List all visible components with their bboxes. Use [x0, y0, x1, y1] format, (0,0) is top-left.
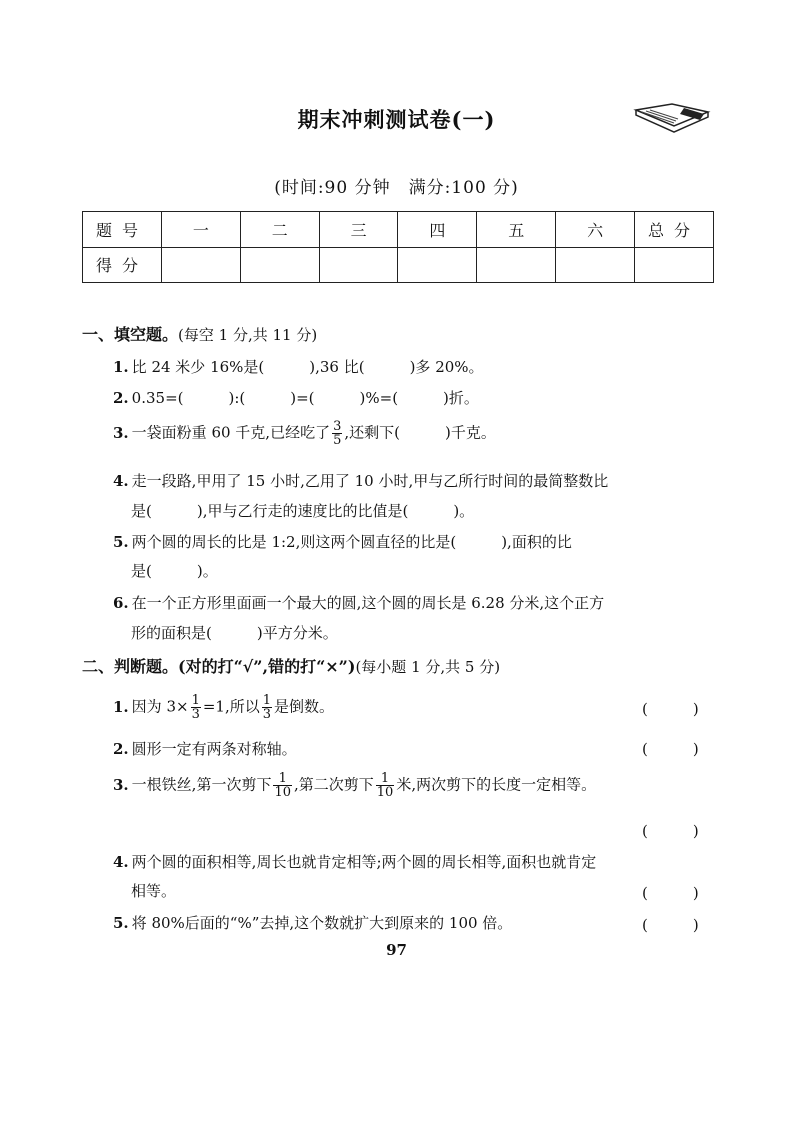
question-text: ,还剩下( )千克。: [344, 423, 496, 442]
section-1-heading: [82, 322, 317, 345]
score-cell[interactable]: [240, 247, 319, 283]
section-1-title: 一、填空题。: [82, 325, 179, 344]
question-text: 0.35=( ):( )=( )%=( )折。: [131, 389, 479, 407]
fill-question-1: [113, 356, 484, 377]
fraction: [376, 772, 395, 799]
section-2-heading: [82, 654, 500, 677]
score-cell[interactable]: [556, 247, 635, 283]
score-cell[interactable]: [398, 247, 477, 283]
score-cell-total[interactable]: [635, 247, 714, 283]
question-text: 将 80%后面的“%”去掉,这个数就扩大到原来的 100 倍。: [131, 914, 513, 932]
fill-question-5-line-2: 是( )。: [131, 562, 218, 580]
fill-question-3: [113, 420, 496, 447]
fraction-numerator: 1: [273, 772, 292, 786]
row-label-question-number: 题号: [83, 212, 162, 248]
row-label-score: 得分: [83, 247, 162, 283]
question-text: 比 24 米少 16%是( ),36 比( )多 20%。: [131, 358, 484, 376]
section-2-note: (每小题 1 分,共 5 分): [355, 658, 501, 676]
question-number: 3.: [113, 423, 129, 442]
question-text: 一根铁丝,第一次剪下: [131, 775, 272, 794]
fraction-numerator: 1: [191, 693, 200, 708]
answer-parentheses[interactable]: ( ): [642, 822, 699, 840]
col-header: 一: [162, 212, 241, 248]
fill-question-6-line-2: 形的面积是( )平方分米。: [131, 624, 338, 642]
question-text: 因为 3×: [131, 697, 189, 716]
fraction: [273, 772, 292, 799]
question-number: 4.: [113, 472, 129, 490]
question-text: 走一段路,甲用了 15 小时,乙用了 10 小时,甲与乙所行时间的最简整数比: [131, 472, 609, 490]
question-text: ,第二次剪下: [294, 775, 374, 794]
col-header: 五: [477, 212, 556, 248]
question-text: 在一个正方形里面画一个最大的圆,这个圆的周长是 6.28 分米,这个正方: [131, 594, 605, 612]
score-table: [82, 211, 714, 283]
fraction-denominator: 10: [274, 785, 291, 800]
fill-question-4: [113, 470, 608, 491]
col-header: 四: [398, 212, 477, 248]
question-text: 两个圆的面积相等,周长也就肯定相等;两个圆的周长相等,面积也就肯定: [131, 853, 597, 871]
exam-time-score: (时间:90 分钟 满分:100 分): [274, 178, 519, 198]
score-cell[interactable]: [477, 247, 556, 283]
question-number: 1.: [113, 697, 129, 716]
fill-question-2: [113, 387, 479, 408]
fraction: [191, 694, 201, 721]
question-text: =1,所以: [202, 697, 260, 716]
question-text: 两个圆的周长的比是 1:2,则这两个圆直径的比是( ),面积的比: [131, 533, 572, 551]
col-header: 六: [556, 212, 635, 248]
question-number: 1.: [113, 358, 129, 376]
judge-question-2: [113, 738, 297, 759]
section-1-note: (每空 1 分,共 11 分): [178, 326, 318, 344]
judge-question-4-line-2: 相等。: [131, 882, 177, 900]
score-cell[interactable]: [162, 247, 241, 283]
fraction-numerator: 1: [262, 693, 272, 708]
fraction-denominator: 5: [333, 433, 342, 448]
col-header: 三: [319, 212, 398, 248]
fill-question-6: [113, 592, 604, 613]
col-header-total: 总分: [635, 212, 714, 248]
col-header: 二: [240, 212, 319, 248]
score-table-score-row: [83, 247, 714, 283]
fraction: [332, 420, 342, 447]
judge-question-1: [113, 694, 334, 721]
question-number: 4.: [113, 853, 129, 871]
answer-parentheses[interactable]: ( ): [642, 740, 699, 758]
fraction-numerator: 1: [376, 772, 395, 786]
section-2-title: 二、判断题。(对的打“√”,错的打“×”): [82, 657, 356, 676]
question-number: 5.: [113, 914, 129, 932]
question-number: 2.: [113, 389, 129, 407]
score-table-header-row: [83, 212, 714, 248]
fraction-denominator: 3: [191, 707, 200, 722]
fraction-denominator: 3: [262, 707, 272, 722]
answer-parentheses[interactable]: ( ): [642, 700, 699, 718]
question-text: 米,两次剪下的长度一定相等。: [396, 775, 597, 794]
answer-parentheses[interactable]: ( ): [642, 884, 699, 902]
question-number: 5.: [113, 533, 129, 551]
answer-parentheses[interactable]: ( ): [642, 916, 699, 934]
fraction-numerator: 3: [333, 419, 342, 434]
judge-question-3: [113, 772, 596, 799]
judge-question-4: [113, 851, 596, 872]
fill-question-5: [113, 531, 572, 552]
fraction-denominator: 10: [376, 785, 394, 800]
question-number: 2.: [113, 740, 129, 758]
judge-question-5: [113, 912, 512, 933]
book-pencil-icon: [632, 102, 712, 136]
question-text: 一袋面粉重 60 千克,已经吃了: [131, 423, 331, 442]
fraction: [262, 694, 272, 721]
page-title: 期末冲刺测试卷(一): [297, 107, 496, 132]
question-text: 圆形一定有两条对称轴。: [131, 740, 297, 758]
question-number: 6.: [113, 594, 129, 612]
fill-question-4-line-2: 是( ),甲与乙行走的速度比的比值是( )。: [131, 502, 475, 520]
score-cell[interactable]: [319, 247, 398, 283]
question-number: 3.: [113, 775, 129, 794]
question-text: 是倒数。: [274, 697, 335, 716]
page-number: 97: [386, 941, 407, 959]
